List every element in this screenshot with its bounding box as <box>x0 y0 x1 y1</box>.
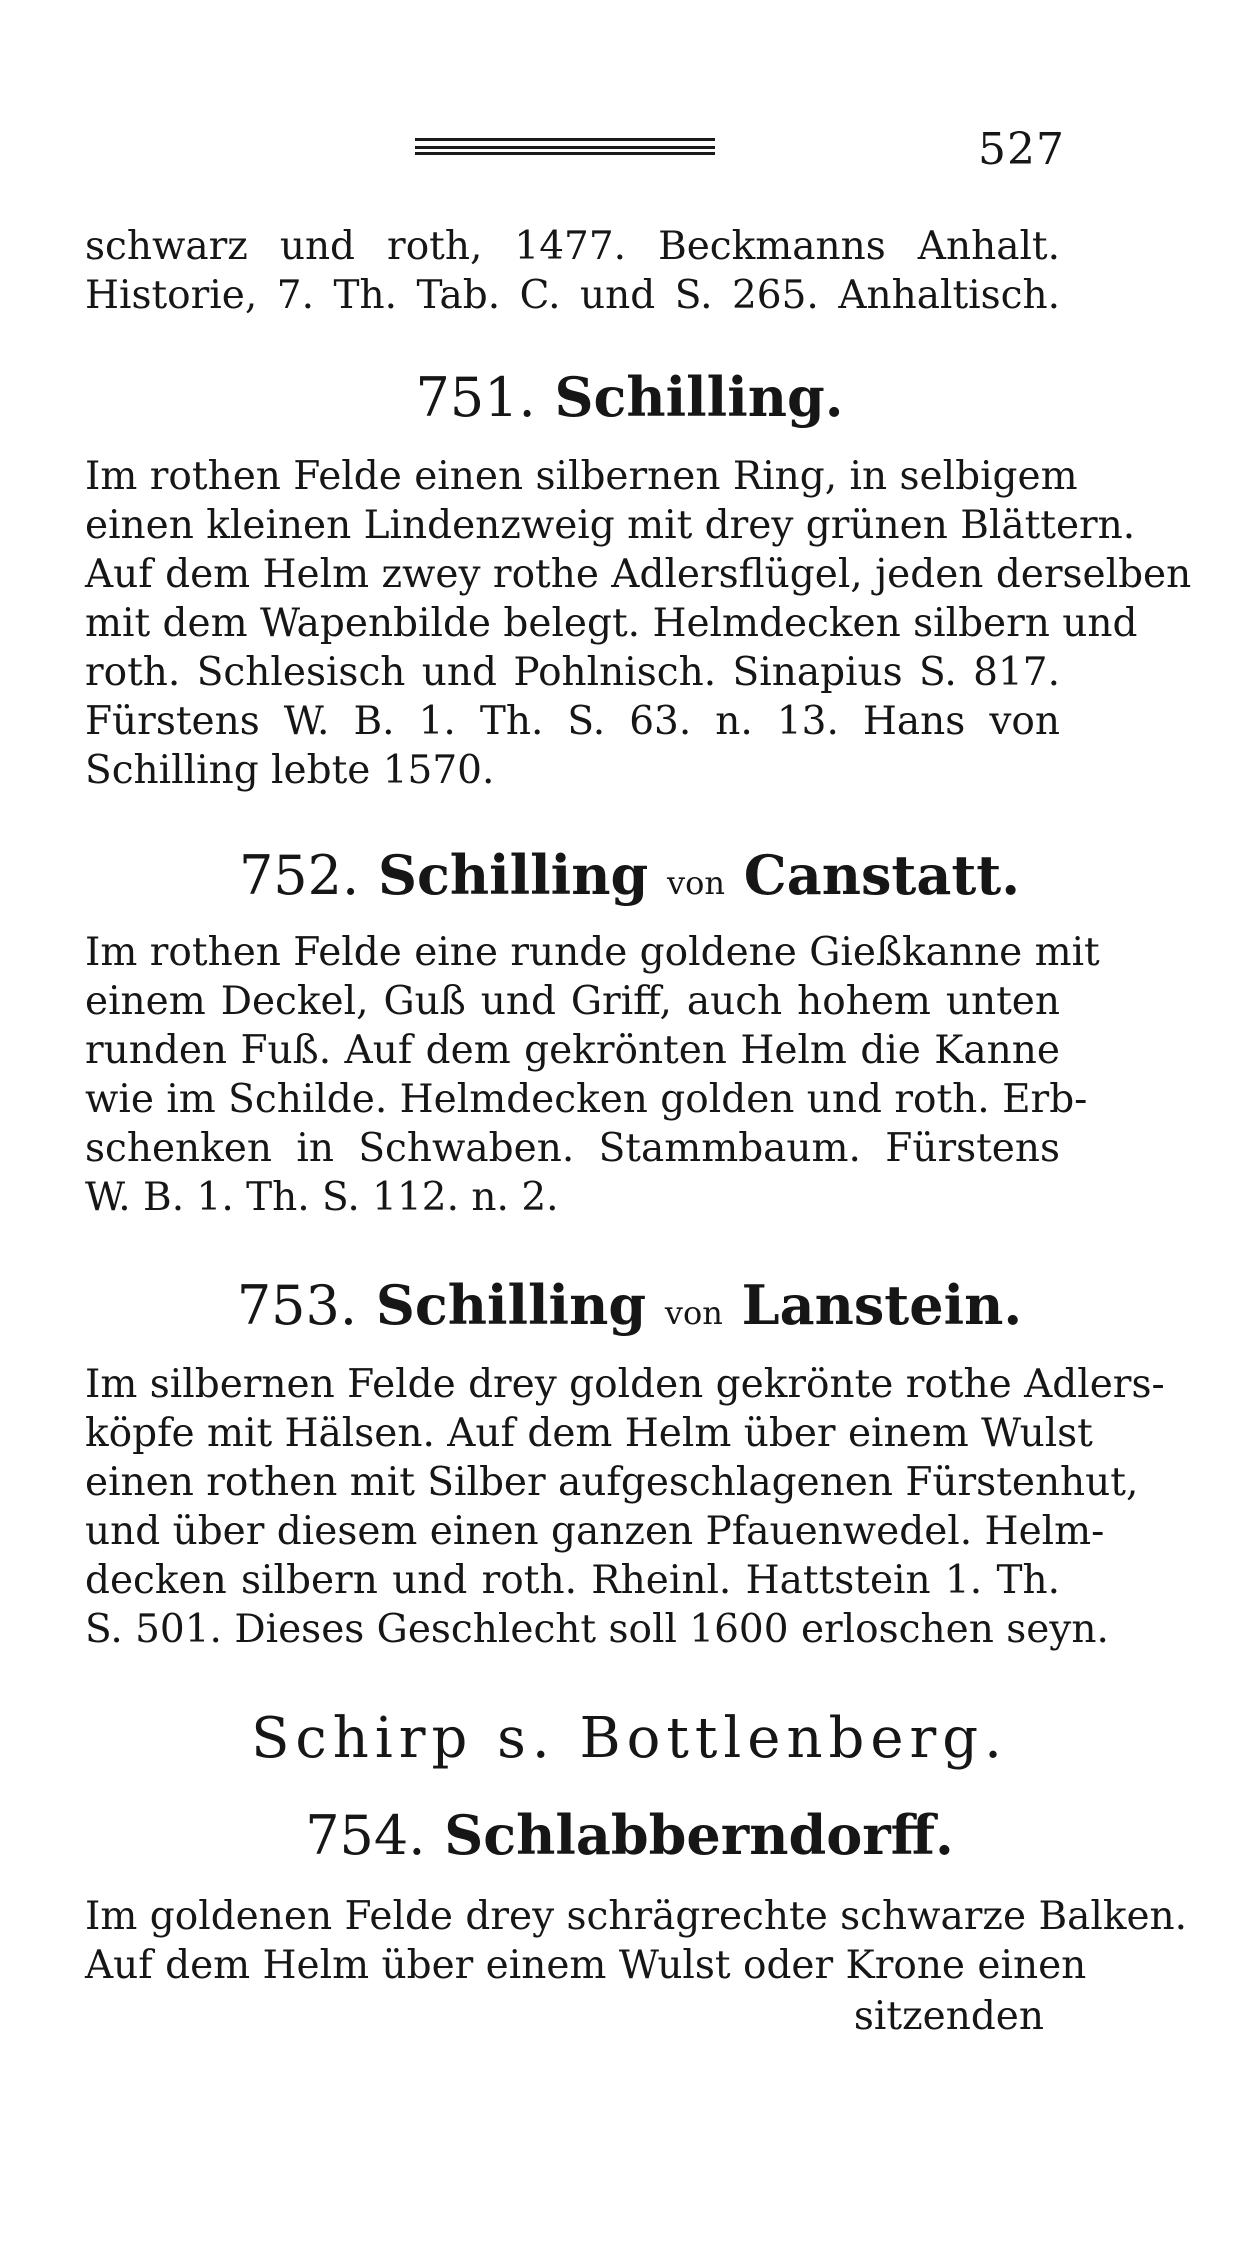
entry-752-text <box>85 928 1100 1222</box>
entry-connector: von <box>664 1294 723 1332</box>
text-line: einen rothen mit Silber aufgeschlagenen Fürstenhut, <box>85 1460 1139 1505</box>
text-line: Auf dem Helm über einem Wulst oder Krone einen <box>85 1943 1087 1988</box>
header-double-rule <box>415 138 715 156</box>
text-line: Im rothen Felde einen silbernen Ring, in selbigem <box>85 454 1078 499</box>
entry-place: Lanstein. <box>741 1273 1023 1337</box>
text-line: Im rothen Felde eine runde goldene Gießkanne mit <box>85 930 1100 975</box>
header-rule-line-middle <box>415 146 715 149</box>
text-line: Im goldenen Felde drey schrägrechte schwarze Balken. <box>85 1894 1188 1939</box>
entry-753-text <box>85 1360 1165 1654</box>
text-line: einen kleinen Lindenzweig mit drey grünen Blättern. <box>85 503 1136 548</box>
entry-heading-753 <box>0 1273 1259 1337</box>
entry-connector: von <box>667 864 725 902</box>
entry-heading-754 <box>0 1803 1259 1867</box>
entry-heading-752 <box>0 843 1259 907</box>
entry-754-text <box>85 1892 1188 1990</box>
text-line: Auf dem Helm zwey rothe Adlersflügel, jeden derselben <box>85 552 1192 597</box>
header-rule-line-bottom <box>415 152 715 155</box>
header-rule-line-top <box>415 138 715 141</box>
entry-number: 752. <box>238 844 360 907</box>
entry-name: Schilling <box>378 843 649 907</box>
text-line: mit dem Wapenbilde belegt. Helmdecken silbern und <box>85 601 1138 646</box>
text-line: einem Deckel, Guß und Griff, auch hohem unten <box>85 979 1060 1024</box>
entry-751-text <box>85 452 1192 795</box>
text-line: roth. Schlesisch und Pohlnisch. Sinapius S. 817. <box>85 650 1060 695</box>
catchword: sitzenden <box>853 1994 1044 2039</box>
cross-reference: Schirp s. Bottlenberg. <box>251 1706 1008 1771</box>
entry-number: 754. <box>305 1804 426 1867</box>
text-line: schwarz und roth, 1477. Beckmanns Anhalt. <box>85 224 1060 269</box>
entry-name: Schilling <box>375 1273 647 1337</box>
entry-number: 751. <box>415 366 536 429</box>
text-line: wie im Schilde. Helmdecken golden und roth. Erb- <box>85 1077 1088 1122</box>
entry-number: 753. <box>236 1274 358 1337</box>
entry-heading-751 <box>0 365 1259 429</box>
text-line: decken silbern und roth. Rheinl. Hattstein 1. Th. <box>85 1558 1060 1603</box>
text-line: runden Fuß. Auf dem gekrönten Helm die Kanne <box>85 1028 1060 1073</box>
intro-paragraph <box>85 222 1060 320</box>
text-line: Fürstens W. B. 1. Th. S. 63. n. 13. Hans von <box>85 699 1060 744</box>
text-line: S. 501. Dieses Geschlecht soll 1600 erloschen seyn. <box>85 1607 1109 1652</box>
entry-name: Schilling. <box>554 365 844 429</box>
page-number: 527 <box>978 124 1065 175</box>
text-line: köpfe mit Hälsen. Auf dem Helm über einem Wulst <box>85 1411 1093 1456</box>
text-line: Im silbernen Felde drey golden gekrönte rothe Adlers- <box>85 1362 1165 1407</box>
text-line: Historie, 7. Th. Tab. C. und S. 265. Anhaltisch. <box>85 273 1060 318</box>
entry-name: Schlabberndorff. <box>444 1803 954 1867</box>
entry-place: Canstatt. <box>743 843 1021 907</box>
text-line: Schilling lebte 1570. <box>85 748 495 793</box>
text-line: schenken in Schwaben. Stammbaum. Fürstens <box>85 1126 1060 1171</box>
text-line: und über diesem einen ganzen Pfauenwedel. Helm- <box>85 1509 1105 1554</box>
text-line: W. B. 1. Th. S. 112. n. 2. <box>85 1175 559 1220</box>
